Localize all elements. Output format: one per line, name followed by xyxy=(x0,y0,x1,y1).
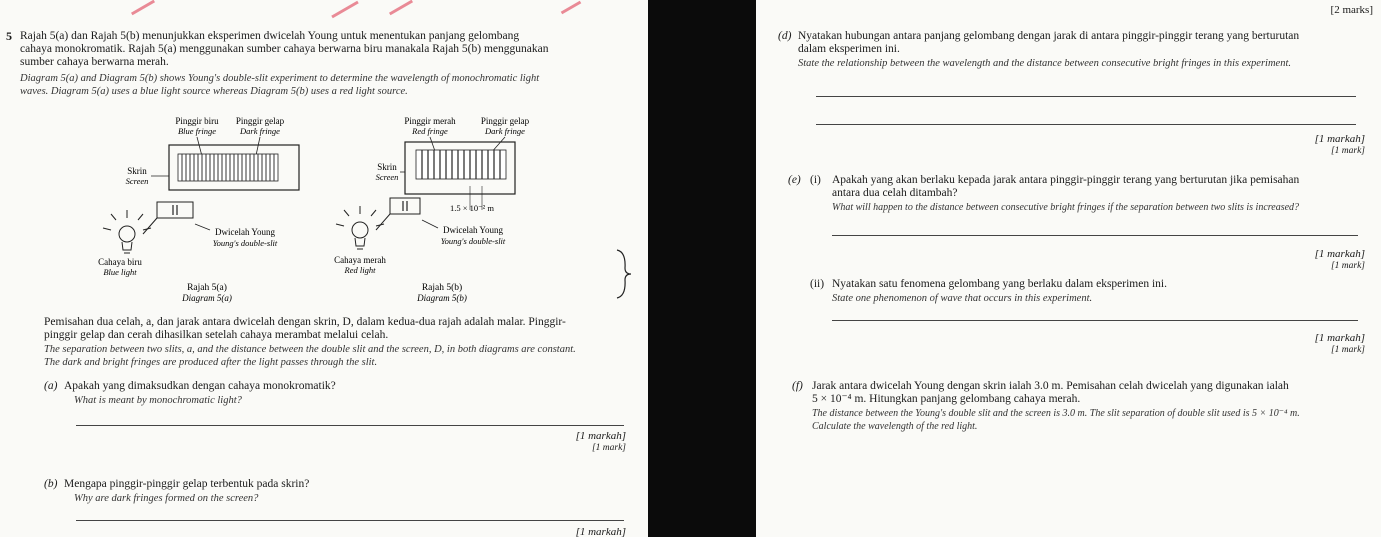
dark-fringe-label-en: Dark fringe xyxy=(485,126,525,136)
scan-gap xyxy=(648,0,756,537)
question-number: 5 xyxy=(6,29,12,43)
double-slit xyxy=(157,202,193,218)
part-d-mark-en: [1 mark] xyxy=(1330,146,1365,156)
light-label-en: Red light xyxy=(344,265,376,275)
part-b-question-ms: Mengapa pinggir-pinggir gelap terbentuk pada skrin? xyxy=(64,478,310,490)
part-b-mark-ms: [1 markah] xyxy=(575,526,626,537)
lightbulb-icon xyxy=(103,210,157,253)
screen-label-ms: Skrin xyxy=(377,162,397,172)
fringe-separation-label: 1.5 × 10⁻² m xyxy=(450,203,494,213)
double-slit xyxy=(390,198,420,214)
part-e-ii-mark-ms: [1 markah] xyxy=(1314,332,1365,344)
setup-en-line: The separation between two slits, a, and the distance between the double slit and the screen, D, in both diagrams are constant. xyxy=(44,344,576,355)
dark-fringe-label-en: Dark fringe xyxy=(240,126,280,136)
part-e-label: (e) xyxy=(788,174,801,186)
part-f-question-en: The distance between the Young's double slit and the screen is 3.0 m. The slit separation of double slit used is 5 × 10⁻⁴ m. xyxy=(812,408,1300,419)
light-label-ms: Cahaya biru xyxy=(98,257,142,267)
part-d-mark-ms: [1 markah] xyxy=(1314,133,1365,145)
part-e-ii-question-ms: Nyatakan satu fenomena gelombang yang berlaku dalam eksperimen ini. xyxy=(832,278,1167,290)
part-e-i-question-ms: Apakah yang akan berlaku kepada jarak antara pinggir-pinggir terang yang berturutan jika pemisahan xyxy=(832,174,1300,186)
part-f-question-ms: Jarak antara dwicelah Young dengan skrin ialah 3.0 m. Pemisahan celah dwicelah yang digunakan ialah xyxy=(812,380,1289,392)
part-e-i-mark-en: [1 mark] xyxy=(1330,261,1365,271)
diagram-5b xyxy=(330,112,545,307)
setup-ms-line: pinggir gelap dan cerah dihasilkan setelah cahaya merambat melalui celah. xyxy=(44,329,389,341)
screen-label-ms: Skrin xyxy=(127,166,147,176)
dark-fringe-label-ms: Pinggir gelap xyxy=(480,116,530,126)
margin-bracket xyxy=(614,248,634,300)
header-marks: [2 marks] xyxy=(1330,4,1373,16)
diagram-caption-en: Diagram 5(a) xyxy=(182,293,232,303)
part-f-label: (f) xyxy=(792,380,803,392)
highlighter-mark xyxy=(389,0,413,15)
intro-ms-line: Rajah 5(a) dan Rajah 5(b) menunjukkan eksperimen dwicelah Young untuk menentukan panjang gelombang xyxy=(20,30,520,42)
light-label-en: Blue light xyxy=(103,267,137,277)
diagram-5a xyxy=(95,112,310,307)
answer-line-b[interactable] xyxy=(76,520,624,521)
light-label-ms: Cahaya merah xyxy=(334,255,386,265)
diagram-caption-ms: Rajah 5(a) xyxy=(187,283,227,293)
slit-label-ms: Dwicelah Young xyxy=(443,225,503,235)
red-fringe-label-ms: Pinggir merah xyxy=(404,116,456,126)
highlighter-mark xyxy=(331,1,358,19)
part-a-label: (a) xyxy=(44,380,58,392)
setup-ms-line: Pemisahan dua celah, a, dan jarak antara dwicelah dengan skrin, D, dalam kedua-dua rajah adalah malar. Pinggir- xyxy=(44,316,566,328)
part-e-i-question-ms: antara dua celah ditambah? xyxy=(832,187,958,199)
part-a-question-en: What is meant by monochromatic light? xyxy=(74,395,242,406)
red-fringe-label-en: Red fringe xyxy=(412,126,448,136)
answer-line-a[interactable] xyxy=(76,425,624,426)
left-page xyxy=(0,0,648,537)
intro-ms-line: sumber cahaya berwarna merah. xyxy=(20,56,169,68)
blue-fringe-label-en: Blue fringe xyxy=(177,126,217,136)
intro-en-line: waves. Diagram 5(a) uses a blue light source whereas Diagram 5(b) uses a red light source. xyxy=(20,86,408,97)
right-page xyxy=(756,0,1381,537)
diagram-caption-ms: Rajah 5(b) xyxy=(421,283,463,293)
slit-label-en: Young's double-slit xyxy=(440,236,506,246)
part-a-question-ms: Apakah yang dimaksudkan dengan cahaya monokromatik? xyxy=(64,380,336,392)
fringe-pattern xyxy=(416,150,506,179)
part-e-ii-mark-en: [1 mark] xyxy=(1330,345,1365,355)
part-a-mark-en: [1 mark] xyxy=(591,443,626,453)
part-f-question-en: Calculate the wavelength of the red light. xyxy=(812,421,978,432)
blue-fringe-label-ms: Pinggir biru xyxy=(175,116,219,126)
answer-line-e-i[interactable] xyxy=(832,235,1358,236)
part-e-ii-marks xyxy=(1315,332,1365,356)
part-d-label: (d) xyxy=(778,30,792,42)
diagram-caption-en: Diagram 5(b) xyxy=(417,293,467,303)
setup-en-line: The dark and bright fringes are produced after the light passes through the slit. xyxy=(44,357,378,368)
part-e-i-mark-ms: [1 markah] xyxy=(1314,248,1365,260)
lightbulb-icon xyxy=(336,206,390,249)
part-a-mark-ms: [1 markah] xyxy=(575,430,626,442)
dark-fringe-label-ms: Pinggir gelap xyxy=(235,116,285,126)
part-e-ii-question-en: State one phenomenon of wave that occurs in this experiment. xyxy=(832,293,1093,304)
part-d-question-en: State the relationship between the wavelength and the distance between consecutive bright fringes in this experiment. xyxy=(798,58,1291,69)
part-e-i-label: (i) xyxy=(810,174,821,186)
part-b-question-en: Why are dark fringes formed on the screen? xyxy=(74,493,259,504)
intro-ms-line: cahaya monokromatik. Rajah 5(a) menggunakan sumber cahaya berwarna biru manakala Rajah 5(b) menggunakan xyxy=(20,43,549,55)
answer-line-e-ii[interactable] xyxy=(832,320,1358,321)
highlighter-mark xyxy=(561,1,582,15)
part-b-marks xyxy=(576,526,626,537)
fringe-pattern xyxy=(178,154,278,181)
part-d-marks xyxy=(1315,133,1365,157)
part-e-i-marks xyxy=(1315,248,1365,272)
part-d-question-ms: Nyatakan hubungan antara panjang gelombang dengan jarak di antara pinggir-pinggir terang yang berturutan xyxy=(798,30,1300,42)
part-f-question-ms: 5 × 10⁻⁴ m. Hitungkan panjang gelombang cahaya merah. xyxy=(812,393,1081,405)
screen-label-en: Screen xyxy=(375,172,399,182)
intro-en-line: Diagram 5(a) and Diagram 5(b) shows Young's double-slit experiment to determine the wavelength of monochromatic light xyxy=(20,73,540,84)
screen-label-en: Screen xyxy=(125,176,149,186)
part-d-question-ms: dalam eksperimen ini. xyxy=(798,43,900,55)
answer-line-d2[interactable] xyxy=(816,124,1356,125)
part-a-marks xyxy=(576,430,626,454)
part-b-label: (b) xyxy=(44,478,58,490)
slit-label-en: Young's double-slit xyxy=(212,238,278,248)
answer-line-d1[interactable] xyxy=(816,96,1356,97)
part-e-ii-label: (ii) xyxy=(810,278,825,290)
highlighter-mark xyxy=(131,0,155,15)
slit-label-ms: Dwicelah Young xyxy=(215,227,275,237)
part-e-i-question-en: What will happen to the distance between consecutive bright fringes if the separation between two slits is increased? xyxy=(832,202,1300,213)
